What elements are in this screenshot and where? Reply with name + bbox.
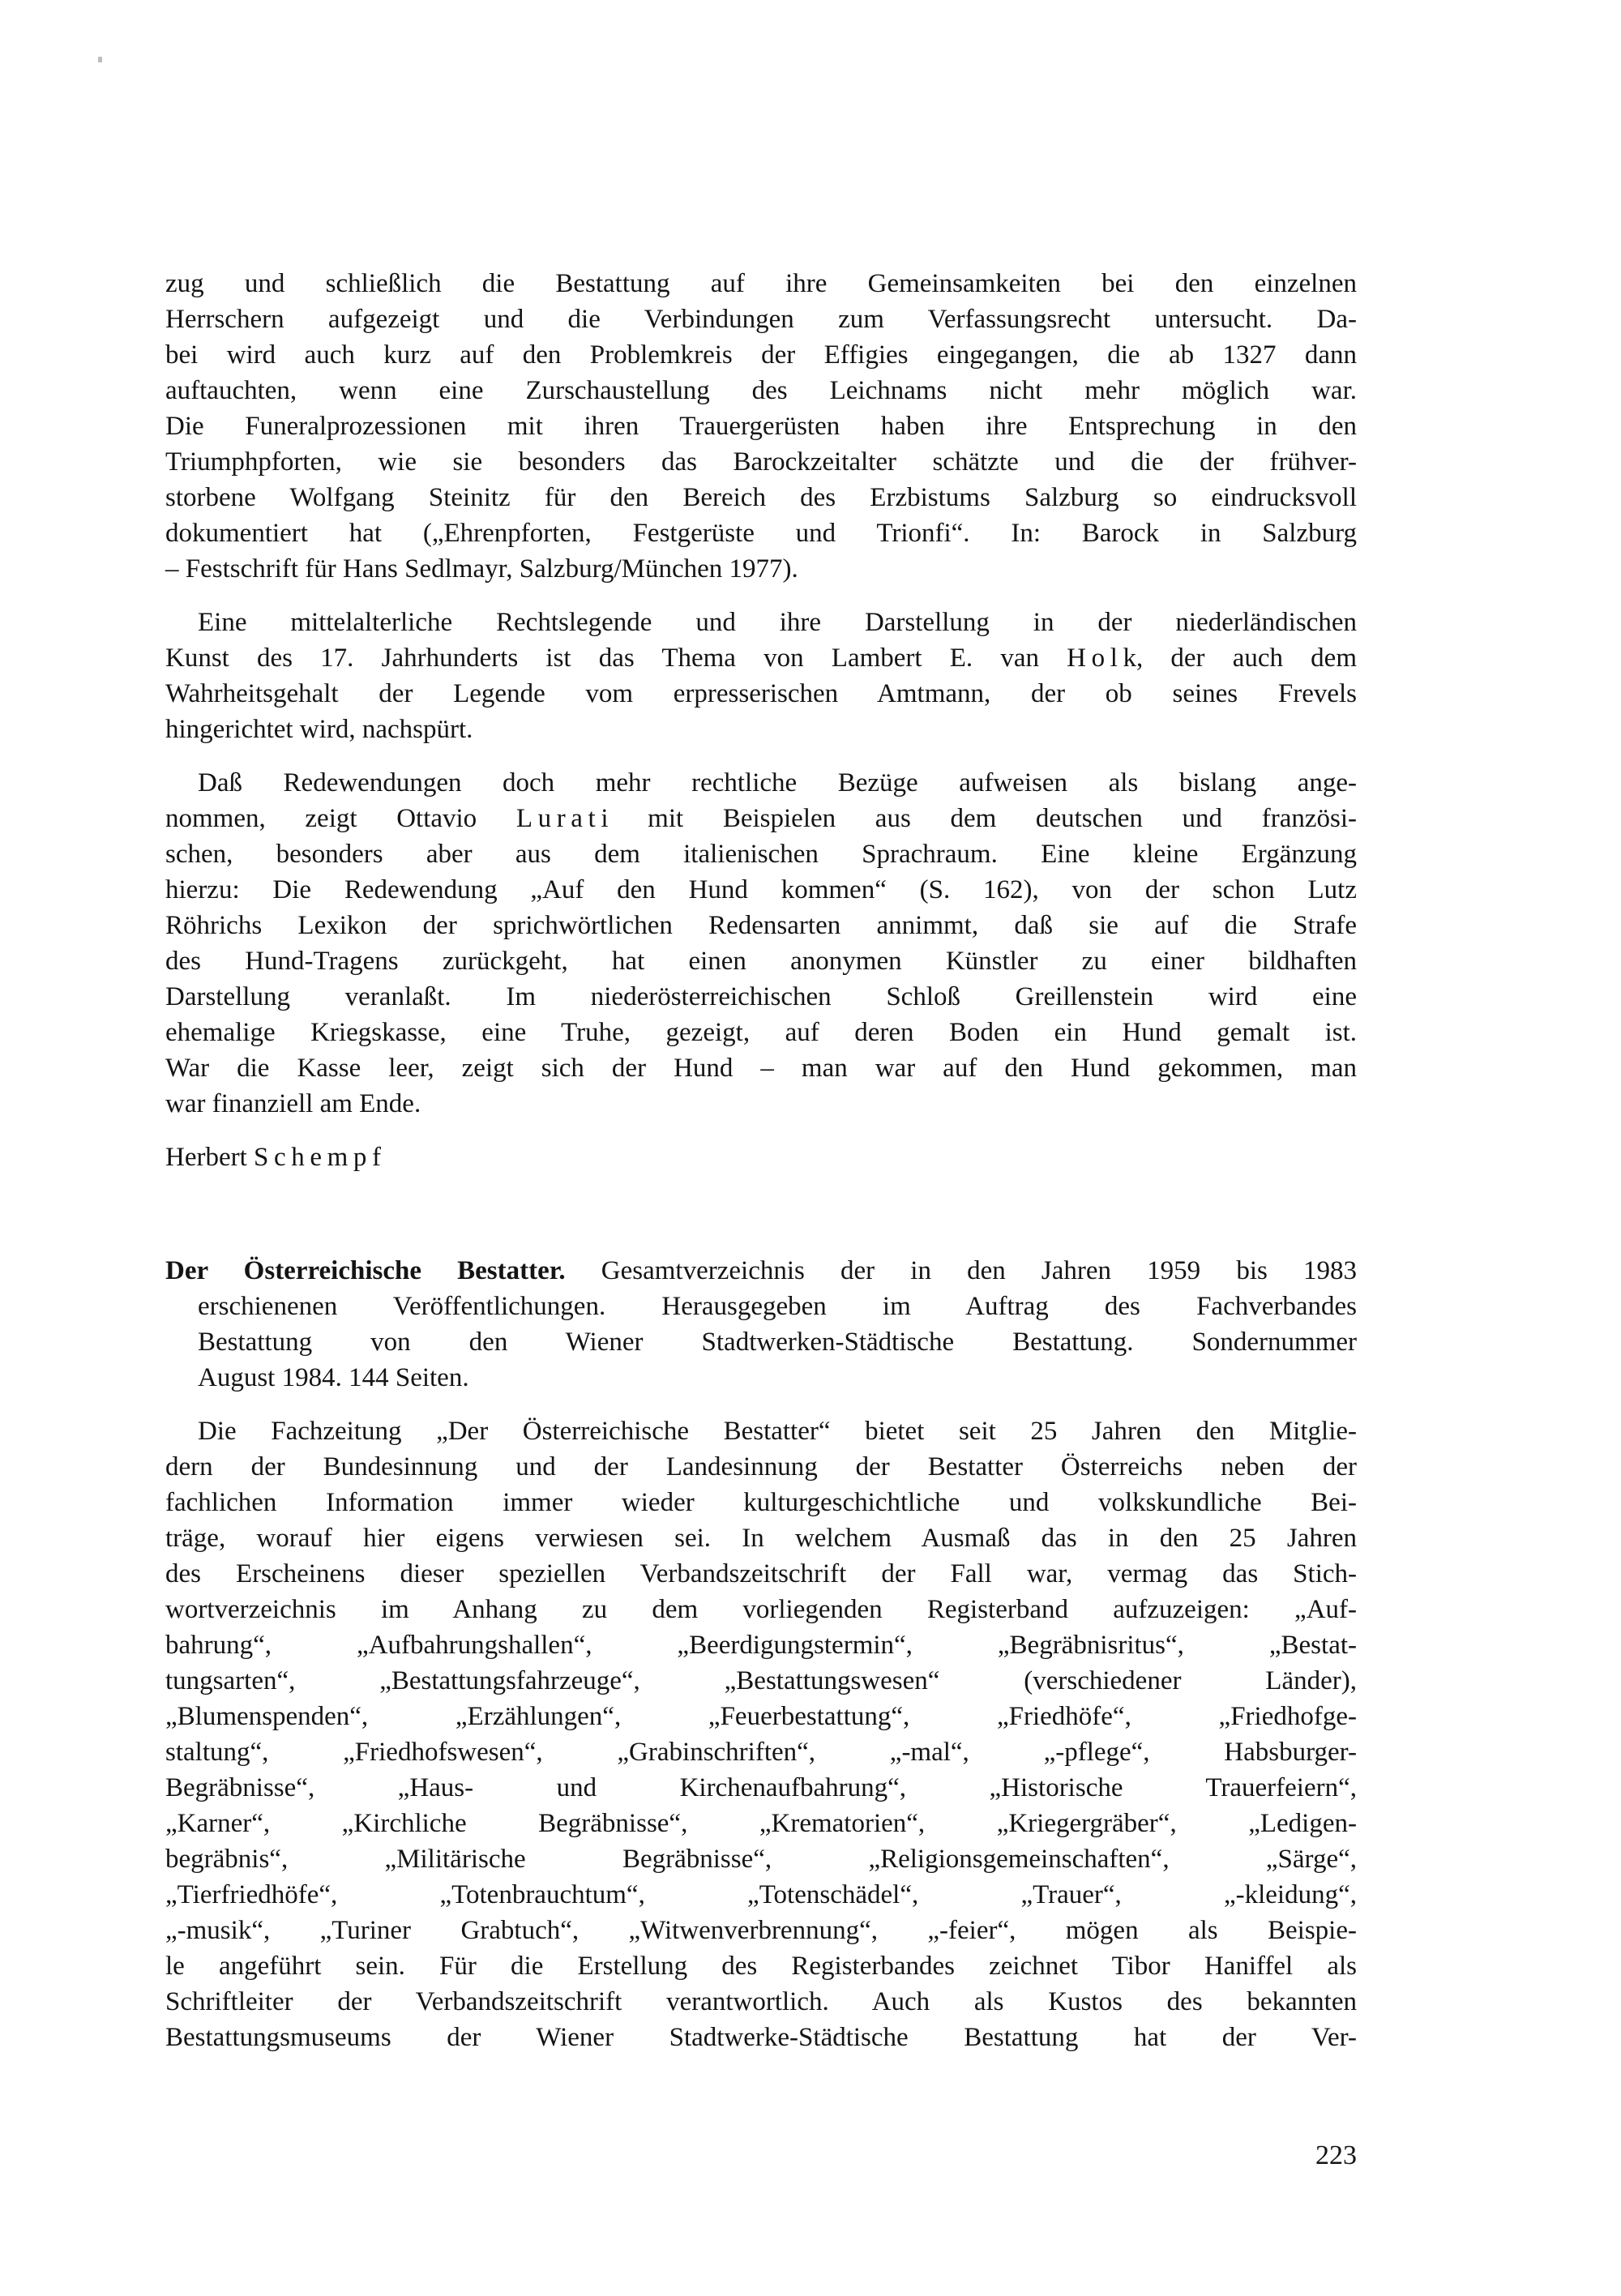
text-line: fachlichen Information immer wieder kulturgeschichtliche und volkskundliche Bei- — [165, 1488, 1357, 1517]
paragraph — [165, 605, 1357, 747]
text-line: Kunst des 17. Jahrhunderts ist das Thema von Lambert E. van H o l k, der auch dem — [165, 643, 1357, 673]
text-line: auftauchten, wenn eine Zurschaustellung des Leichnams nicht mehr möglich war. — [165, 376, 1357, 405]
text-line: hierzu: Die Redewendung „Auf den Hund kommen“ (S. 162), von der schon Lutz — [165, 875, 1357, 904]
bibliography-title: Der Österreichische Bestatter. — [165, 1256, 566, 1285]
paragraph — [165, 1413, 1357, 2055]
text-line: nommen, zeigt Ottavio L u r a t i mit Beispielen aus dem deutschen und französi- — [165, 804, 1357, 833]
text-line: erschienenen Veröffentlichungen. Herausgegeben im Auftrag des Fachverbandes — [198, 1292, 1357, 1321]
text-line: „-musik“, „Turiner Grabtuch“, „Witwenverbrennung“, „-feier“, mögen als Beispie- — [165, 1916, 1357, 1945]
text-column — [165, 266, 1357, 2073]
text-line: des Hund-Tragens zurückgeht, hat einen anonymen Künstler zu einer bildhaften — [165, 947, 1357, 976]
text-line: Bestattungsmuseums der Wiener Stadtwerke-Städtische Bestattung hat der Ver- — [165, 2023, 1357, 2052]
text-line: Schriftleiter der Verbandszeitschrift verantwortlich. Auch als Kustos des bekannten — [165, 1987, 1357, 2016]
text-line: tungsarten“, „Bestattungsfahrzeuge“, „Bestattungswesen“ (verschiedener Länder), — [165, 1666, 1357, 1695]
text-line: „Karner“, „Kirchliche Begräbnisse“, „Krematorien“, „Kriegergräber“, „Ledigen- — [165, 1809, 1357, 1838]
bibliography-entry — [165, 1253, 1357, 1396]
text-line: „Blumenspenden“, „Erzählungen“, „Feuerbestattung“, „Friedhöfe“, „Friedhofge- — [165, 1702, 1357, 1731]
text-line: „Tierfriedhöfe“, „Totenbrauchtum“, „Totenschädel“, „Trauer“, „-kleidung“, — [165, 1880, 1357, 1909]
text-line: Triumphpforten, wie sie besonders das Barockzeitalter schätzte und die der frühver- — [165, 447, 1357, 477]
paragraph — [165, 765, 1357, 1122]
text-line: August 1984. 144 Seiten. — [198, 1363, 469, 1392]
text-line: des Erscheinens dieser speziellen Verbandszeitschrift der Fall war, vermag das Stich- — [165, 1559, 1357, 1588]
text-line: Die Fachzeitung „Der Österreichische Bestatter“ bietet seit 25 Jahren den Mitglie- — [198, 1417, 1357, 1446]
text-line: war finanziell am Ende. — [165, 1089, 421, 1118]
text-line: Bestattung von den Wiener Stadtwerken-Städtische Bestattung. Sondernummer — [198, 1328, 1357, 1357]
text-line: War die Kasse leer, zeigt sich der Hund – man war auf den Hund gekommen, man — [165, 1054, 1357, 1083]
text-line: – Festschrift für Hans Sedlmayr, Salzburg/München 1977). — [165, 554, 798, 584]
text-line: Der Österreichische Bestatter. Gesamtverzeichnis der in den Jahren 1959 bis 1983 — [165, 1256, 1357, 1285]
text-line: Daß Redewendungen doch mehr rechtliche Bezüge aufweisen als bislang ange- — [198, 768, 1357, 797]
text-line: begräbnis“, „Militärische Begräbnisse“, „Religionsgemeinschaften“, „Särge“, — [165, 1845, 1357, 1874]
text-line: Darstellung veranlaßt. Im niederösterreichischen Schloß Greillenstein wird eine — [165, 982, 1357, 1011]
text-line: Röhrichs Lexikon der sprichwörtlichen Redensarten annimmt, daß sie auf die Strafe — [165, 911, 1357, 940]
text-line: schen, besonders aber aus dem italienischen Sprachraum. Eine kleine Ergänzung — [165, 840, 1357, 869]
text-line: hingerichtet wird, nachspürt. — [165, 715, 473, 744]
text-line: zug und schließlich die Bestattung auf ihre Gemeinsamkeiten bei den einzelnen — [165, 269, 1357, 298]
text-line: Die Funeralprozessionen mit ihren Trauergerüsten haben ihre Entsprechung in den — [165, 412, 1357, 441]
paragraph — [165, 266, 1357, 587]
text-line: le angeführt sein. Für die Erstellung des Registerbandes zeichnet Tibor Haniffel als — [165, 1952, 1357, 1981]
text-line: Begräbnisse“, „Haus- und Kirchenaufbahrung“, „Historische Trauerfeiern“, — [165, 1773, 1357, 1802]
text-line: Herrschern aufgezeigt und die Verbindungen zum Verfassungsrecht untersucht. Da- — [165, 305, 1357, 334]
text-line: träge, worauf hier eigens verwiesen sei. In welchem Ausmaß das in den 25 Jahren — [165, 1524, 1357, 1553]
text-line: dern der Bundesinnung und der Landesinnung der Bestatter Österreichs neben der — [165, 1452, 1357, 1481]
scan-speck — [98, 57, 102, 62]
text-line: dokumentiert hat („Ehrenpforten, Festgerüste und Trionfi“. In: Barock in Salzburg — [165, 519, 1357, 548]
text-line: bei wird auch kurz auf den Problemkreis der Effigies eingegangen, die ab 1327 dann — [165, 340, 1357, 370]
reviewer-signature: Herbert S c h e m p f — [165, 1143, 381, 1172]
text-line: staltung“, „Friedhofswesen“, „Grabinschriften“, „-mal“, „-pflege“, Habsburger- — [165, 1738, 1357, 1767]
text-line: Eine mittelalterliche Rechtslegende und ihre Darstellung in der niederländischen — [198, 608, 1357, 637]
text-line: wortverzeichnis im Anhang zu dem vorliegenden Registerband aufzuzeigen: „Auf- — [165, 1595, 1357, 1624]
text-line: storbene Wolfgang Steinitz für den Bereich des Erzbistums Salzburg so eindrucksvoll — [165, 483, 1357, 512]
text-line: ehemalige Kriegskasse, eine Truhe, gezeigt, auf deren Boden ein Hund gemalt ist. — [165, 1018, 1357, 1047]
text-line: bahrung“, „Aufbahrungshallen“, „Beerdigungstermin“, „Begräbnisritus“, „Bestat- — [165, 1631, 1357, 1660]
text-line: Wahrheitsgehalt der Legende vom erpresserischen Amtmann, der ob seines Frevels — [165, 679, 1357, 708]
page-number: 223 — [1315, 2140, 1357, 2170]
